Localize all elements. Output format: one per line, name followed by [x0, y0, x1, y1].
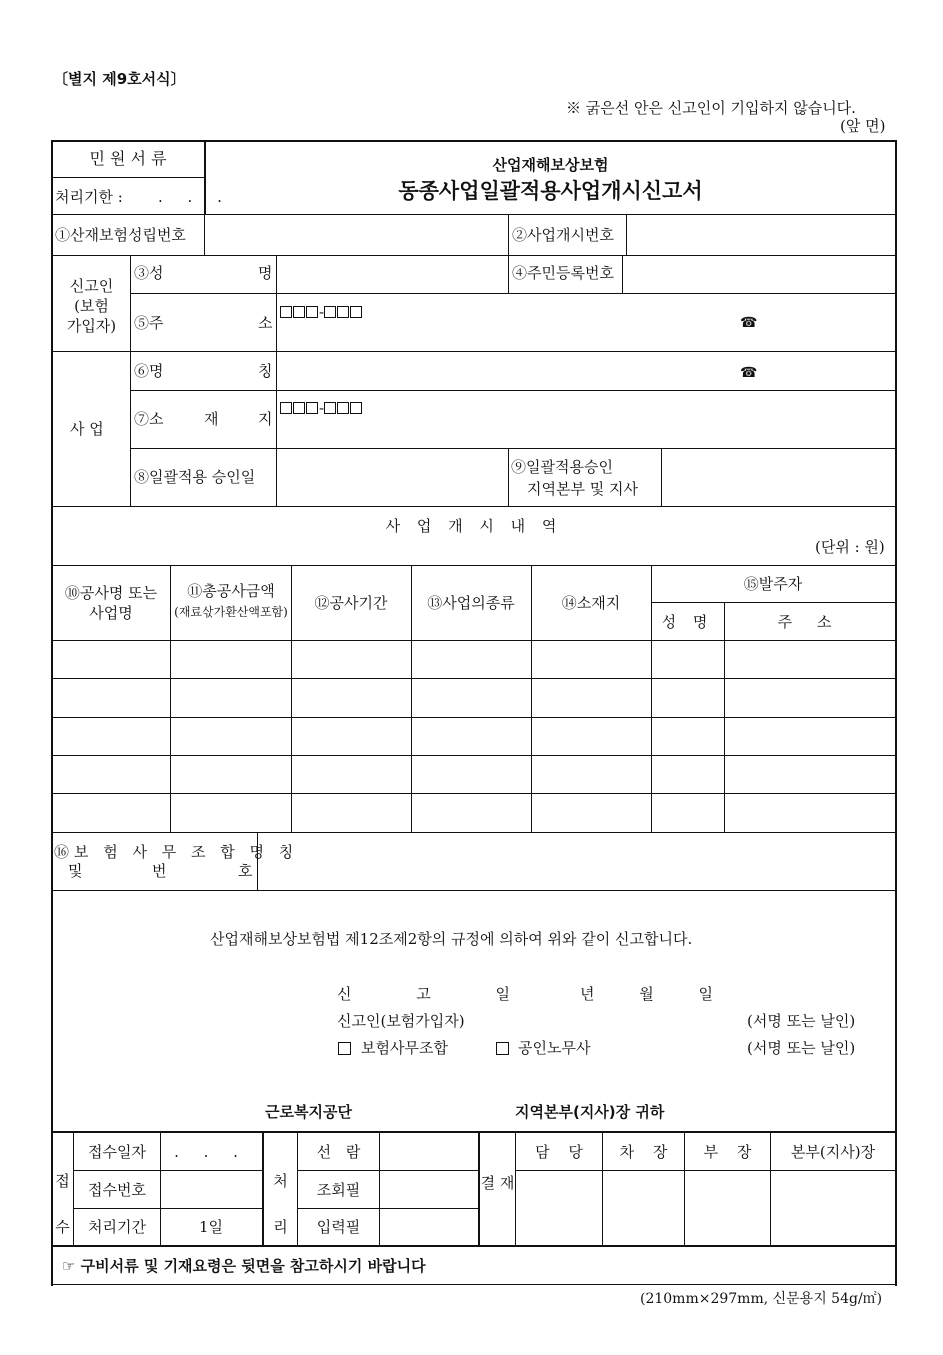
- name-label: ③성: [134, 264, 164, 282]
- form-subtitle: 산업재해보상보험: [492, 156, 609, 174]
- approval-office-label-1: ⑨일괄적용승인: [511, 458, 613, 476]
- reporter-label: 신고인(보험가입자): [337, 1012, 465, 1030]
- col-location: ⑭소재지: [561, 594, 621, 612]
- labor-attorney-label: 공인노무사: [518, 1039, 591, 1057]
- receipt-date-value: . . .: [174, 1143, 248, 1161]
- frame-bottom: [51, 1284, 897, 1285]
- addressee: 지역본부(지사)장 귀하: [515, 1103, 665, 1121]
- sign-2[interactable]: (서명 또는 날인): [747, 1039, 856, 1057]
- table-row[interactable]: [53, 794, 895, 832]
- col-period: ⑫공사기간: [314, 594, 388, 612]
- business-name-field[interactable]: [278, 353, 894, 389]
- col-orderer-address: 주 소: [777, 613, 842, 631]
- reporter-group-label: 신고인 (보험 가입자): [66, 277, 117, 335]
- business-start-number-label: ②사업개시번호: [512, 226, 614, 244]
- review-label: 선 람: [316, 1143, 361, 1161]
- reporter-phone-icon: ☎: [740, 315, 758, 331]
- receipt-label: 접 수: [55, 1172, 70, 1236]
- sign-1[interactable]: (서명 또는 날인): [747, 1012, 856, 1030]
- col-orderer: ⑮발주자: [743, 575, 803, 593]
- process-label: 처 리: [273, 1172, 288, 1236]
- insurance-agency-label: 보험사무조합: [361, 1039, 448, 1057]
- organization-name: 근로복지공단: [265, 1103, 352, 1121]
- approver-deputy: 차 장: [619, 1143, 668, 1161]
- reporter-postal-code[interactable]: -: [280, 305, 363, 320]
- frame-right: [895, 140, 897, 1286]
- processing-period-value: 1일: [198, 1218, 224, 1236]
- business-group-label: 사 업: [70, 420, 104, 438]
- business-postal-code[interactable]: -: [280, 401, 363, 416]
- processing-period-label: 처리기간: [88, 1218, 146, 1236]
- frame-top: [51, 140, 897, 142]
- header-side: (앞 면): [840, 117, 886, 135]
- receipt-date-label: 접수일자: [88, 1143, 146, 1161]
- labor-attorney-checkbox[interactable]: [496, 1042, 509, 1055]
- deadline-label: 처리기한 :: [55, 188, 123, 206]
- inquiry-label: 조회필: [316, 1181, 361, 1199]
- insurance-number-field[interactable]: [206, 216, 506, 254]
- table-row[interactable]: [53, 718, 895, 755]
- col-business-type: ⑬사업의종류: [427, 594, 515, 612]
- footer-note: ☞ 구비서류 및 기재요령은 뒷면을 참고하시기 바랍니다: [62, 1257, 426, 1275]
- approver-head: 본부(지사)장: [790, 1143, 876, 1161]
- resident-number-field[interactable]: [624, 257, 894, 292]
- resident-number-label: ④주민등록번호: [512, 264, 614, 282]
- unit-label: (단위 : 원): [815, 538, 885, 556]
- details-heading: 사 업 개 시 내 역: [385, 517, 563, 535]
- col-project-name-2: 사업명: [89, 604, 133, 622]
- approval-date-label: ⑧일괄적용 승인일: [134, 468, 256, 486]
- agency-label: ⑯보 험 사 무 조 합 명 칭: [54, 843, 299, 861]
- declaration-statement: 산업재해보상보험법 제12조제2항의 규정에 의하여 위와 같이 신고합니다.: [210, 930, 693, 948]
- col-project-name-1: ⑩공사명 또는: [64, 584, 158, 602]
- name-field[interactable]: [278, 257, 506, 292]
- deadline-value: . . .: [158, 188, 232, 206]
- col-orderer-name: 성 명: [661, 613, 714, 631]
- approver-manager: 부 장: [703, 1143, 752, 1161]
- col-total-amount-1: ⑪총공사금액: [187, 582, 275, 600]
- business-start-number-field[interactable]: [628, 216, 894, 254]
- report-date-fields[interactable]: 년 월 일: [580, 985, 714, 1003]
- report-date-label: 신 고 일: [337, 985, 541, 1003]
- table-row[interactable]: [53, 641, 895, 678]
- insurance-number-label: ①산재보험성립번호: [55, 226, 186, 244]
- doc-type: 민 원 서 류: [89, 149, 167, 168]
- business-name-label: ⑥명: [134, 362, 164, 380]
- approval-label: 결 재: [480, 1174, 515, 1192]
- table-row[interactable]: [53, 679, 895, 717]
- address-label: ⑤주: [134, 314, 164, 332]
- approval-office-label-2: 지역본부 및 지사: [527, 480, 638, 498]
- insurance-agency-checkbox[interactable]: [338, 1042, 351, 1055]
- form-title: 동종사업일괄적용사업개시신고서: [398, 179, 703, 203]
- approval-office-field[interactable]: [663, 450, 894, 505]
- col-total-amount-2: (재료삯가환산액포함): [174, 605, 288, 619]
- location-label: ⑦소: [134, 410, 164, 428]
- approver-staff: 담 당: [535, 1143, 583, 1161]
- paper-spec: (210mm×297mm, 신문용지 54g/㎡): [640, 1291, 883, 1307]
- agency-field[interactable]: [259, 834, 894, 889]
- header-note: ※ 굵은선 안은 신고인이 기입하지 않습니다.: [566, 99, 856, 117]
- input-label: 입력필: [316, 1218, 361, 1236]
- business-phone-icon: ☎: [740, 365, 758, 381]
- receipt-number-label: 접수번호: [88, 1181, 146, 1199]
- form-number: 〔별지 제9호서식〕: [53, 70, 186, 88]
- table-row[interactable]: [53, 756, 895, 793]
- approval-date-field[interactable]: [278, 450, 506, 505]
